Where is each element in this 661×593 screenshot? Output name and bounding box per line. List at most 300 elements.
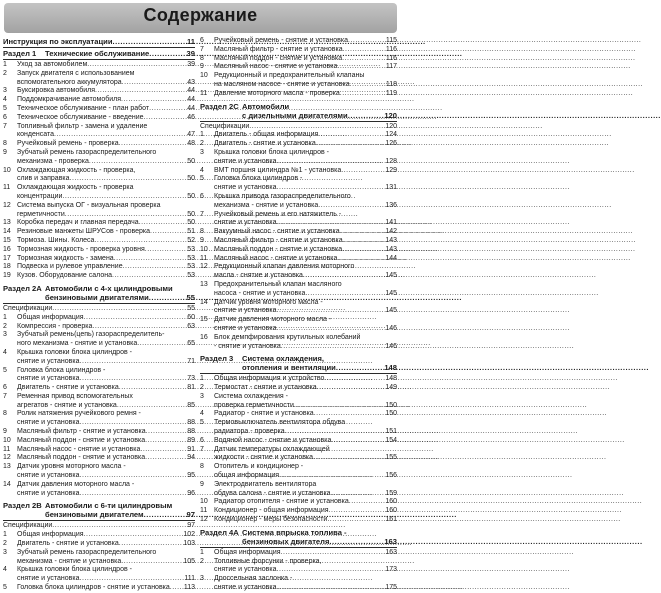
toc-entry[interactable] xyxy=(200,446,397,455)
toc-entry-continued[interactable] xyxy=(200,428,397,437)
entry-title: Общая информация xyxy=(17,531,84,539)
page-number: 91 xyxy=(187,445,195,453)
leader-dots xyxy=(327,516,384,525)
page-number: 103 xyxy=(183,540,195,548)
page-number: 50 xyxy=(187,210,195,218)
section-title: Автомобили xyxy=(242,101,290,111)
leader-dots xyxy=(62,193,186,202)
page-number: 73 xyxy=(187,375,195,383)
toc-section-heading[interactable] xyxy=(200,528,397,537)
entry-number: 7 xyxy=(3,122,7,130)
toc-section-heading-continued[interactable] xyxy=(200,537,397,546)
toc-entry[interactable] xyxy=(3,272,195,281)
page-number: 129 xyxy=(385,166,397,174)
toc-entry[interactable] xyxy=(200,228,397,237)
section-label: Раздел 1 xyxy=(3,49,37,58)
entry-title: обдува салона - снятие и установка xyxy=(214,489,331,497)
entry-number: 15 xyxy=(200,316,208,324)
toc-entry[interactable] xyxy=(3,531,195,540)
toc-entry[interactable] xyxy=(3,463,195,472)
toc-entry[interactable] xyxy=(200,498,397,507)
leader-dots xyxy=(340,228,385,237)
toc-entry-continued[interactable] xyxy=(200,402,397,411)
entry-number: 8 xyxy=(3,140,7,148)
toc-entry[interactable] xyxy=(200,410,397,419)
entry-title: Ременная привод вспомогательных xyxy=(17,392,133,400)
leader-dots xyxy=(340,90,385,99)
entry-title: Двигатель - снятие и установка xyxy=(214,140,316,148)
entry-title: - снятие и установка xyxy=(214,342,281,350)
page-number: 141 xyxy=(385,219,397,227)
leader-dots xyxy=(144,510,186,519)
entry-number: 5 xyxy=(200,419,204,427)
toc-entry[interactable] xyxy=(3,96,195,105)
entry-number: 6 xyxy=(3,384,7,392)
page-number: 148 xyxy=(384,363,397,373)
page-number: 150 xyxy=(385,410,397,418)
entry-number: 5 xyxy=(3,366,7,374)
entry-title: Кузов. Оборудование салона xyxy=(17,272,112,280)
page-number: 95 xyxy=(187,472,195,480)
entry-number: 17 xyxy=(3,254,11,262)
leader-dots xyxy=(336,363,383,372)
page-number: 60 xyxy=(187,313,195,321)
entry-title: Термостат - снятие и установка xyxy=(214,384,317,392)
toc-entry[interactable] xyxy=(200,263,397,272)
toc-entry-continued[interactable] xyxy=(200,219,397,228)
toc-entry[interactable] xyxy=(200,175,397,184)
entry-title: снятие и установка xyxy=(17,357,80,365)
entry-number: 16 xyxy=(200,333,208,341)
toc-entry[interactable] xyxy=(3,349,195,358)
toc-entry[interactable] xyxy=(3,566,195,575)
toc-section-heading-continued[interactable] xyxy=(3,293,195,302)
entry-title: Масляный поддон - снятие и установка xyxy=(214,54,343,62)
toc-entry-continued[interactable] xyxy=(3,175,195,184)
toc-entry[interactable] xyxy=(200,37,397,46)
toc-entry[interactable] xyxy=(3,454,195,463)
toc-entry[interactable] xyxy=(3,61,195,70)
page-number: 145 xyxy=(385,307,397,315)
page-number: 111 xyxy=(184,575,195,583)
entry-number: 7 xyxy=(200,445,204,453)
toc-entry[interactable] xyxy=(200,72,397,81)
entry-title: Коробка передач и главная передача xyxy=(17,219,139,227)
section-divider xyxy=(3,303,195,304)
toc-entry-continued[interactable] xyxy=(200,454,397,463)
toc-entry[interactable] xyxy=(3,437,195,446)
leader-dots xyxy=(144,114,187,123)
toc-section-heading-continued[interactable] xyxy=(3,510,195,519)
leader-dots xyxy=(140,446,186,455)
leader-dots xyxy=(84,531,183,540)
entry-title: на масляном насосе - снятие и установка xyxy=(214,80,350,88)
entry-number: 14 xyxy=(200,298,208,306)
page-number: 39 xyxy=(186,49,195,58)
entry-title: снятие и установка xyxy=(17,472,80,480)
toc-entry-continued[interactable] xyxy=(3,358,195,367)
section-title: бензиновыми двигателем xyxy=(45,510,144,520)
section-label: Раздел 2А xyxy=(3,283,42,293)
toc-entry[interactable] xyxy=(200,246,397,255)
leader-dots xyxy=(277,184,385,193)
toc-entry-continued[interactable] xyxy=(200,490,397,499)
toc-section-heading[interactable] xyxy=(200,102,397,111)
toc-entry[interactable] xyxy=(3,540,195,549)
toc-entry-continued[interactable] xyxy=(200,290,397,299)
page-number: 136 xyxy=(385,201,397,209)
toc-right-column xyxy=(200,37,397,593)
page-number: 71 xyxy=(187,357,195,365)
toc-entry[interactable] xyxy=(3,228,195,237)
page-number: 63 xyxy=(187,322,195,330)
toc-entry[interactable] xyxy=(200,193,397,202)
toc-entry[interactable] xyxy=(200,90,397,99)
toc-entry[interactable] xyxy=(3,305,195,314)
leader-dots xyxy=(277,566,385,575)
entry-number: 9 xyxy=(3,148,7,156)
toc-entry[interactable] xyxy=(3,184,195,193)
toc-entry[interactable] xyxy=(200,507,397,516)
entry-title: Масляный фильтр - снятие и установка xyxy=(17,428,146,436)
toc-entry[interactable] xyxy=(200,334,397,343)
toc-entry[interactable] xyxy=(200,211,397,220)
entry-number: 11 xyxy=(200,254,208,262)
leader-dots xyxy=(343,46,385,55)
toc-entry-continued[interactable] xyxy=(200,307,397,316)
leader-dots xyxy=(305,290,384,299)
page-number: 53 xyxy=(187,263,195,271)
toc-entry-continued[interactable] xyxy=(200,202,397,211)
toc-entry[interactable] xyxy=(200,281,397,290)
entry-title: ного механизма - снятие и установка xyxy=(17,340,138,348)
leader-dots xyxy=(337,255,384,264)
toc-entry-continued[interactable] xyxy=(3,575,195,584)
page-number: 146 xyxy=(385,342,397,350)
entry-title: Масляный поддон - снятие и установка xyxy=(214,245,343,253)
toc-entry[interactable] xyxy=(200,393,397,402)
toc-entry-continued[interactable] xyxy=(3,490,195,499)
leader-dots xyxy=(277,325,385,334)
entry-number: 1 xyxy=(3,313,7,321)
entry-title: вспомогательного аккумулятора xyxy=(17,78,122,86)
toc-entry[interactable] xyxy=(3,384,195,393)
page-number: 175 xyxy=(385,584,397,592)
toc-entry[interactable] xyxy=(200,437,397,446)
entry-number: 14 xyxy=(3,480,11,488)
toc-entry[interactable] xyxy=(3,114,195,123)
page-number: 120 xyxy=(385,122,397,130)
section-title: с дизельными двигателями xyxy=(242,110,348,120)
entry-title: Датчик уровня моторного масла - xyxy=(17,463,126,471)
leader-dots xyxy=(277,307,385,316)
page-number: 117 xyxy=(385,63,397,71)
entry-title: Охлаждающая жидкость - проверка xyxy=(17,184,134,192)
section-title: бензиновыми двигателями xyxy=(45,292,149,302)
entry-number: 3 xyxy=(200,392,204,400)
entry-number: 1 xyxy=(3,531,7,539)
entry-title: Охлаждающая жидкость - проверка, xyxy=(17,166,136,174)
entry-title: Масляный насос - снятие и установка xyxy=(214,63,338,71)
entry-title: Спецификации xyxy=(200,122,250,130)
toc-entry[interactable] xyxy=(200,149,397,158)
leader-dots xyxy=(277,158,385,167)
entry-title: Общая информация и устройство xyxy=(214,375,325,383)
toc-entry-continued[interactable] xyxy=(3,375,195,384)
entry-title: Зубчатый ремень газораспределительного xyxy=(17,548,157,556)
toc-entry[interactable] xyxy=(3,167,195,176)
entry-title: Спецификации xyxy=(3,304,53,312)
entry-number: 4 xyxy=(3,348,7,356)
entry-number: 13 xyxy=(200,280,208,288)
entry-number: 13 xyxy=(3,463,11,471)
toc-entry[interactable] xyxy=(200,419,397,428)
entry-title: радиатора - проверка xyxy=(214,428,285,436)
section-title: бензиновых двигателя xyxy=(242,536,330,546)
toc-entry-continued[interactable] xyxy=(3,419,195,428)
toc-entry[interactable] xyxy=(3,331,195,340)
toc-entry[interactable] xyxy=(3,105,195,114)
entry-number: 10 xyxy=(200,498,208,506)
entry-title: герметичности xyxy=(17,210,65,218)
leader-dots xyxy=(119,140,187,149)
toc-entry[interactable] xyxy=(200,63,397,72)
leader-dots xyxy=(119,540,183,549)
entry-number: 2 xyxy=(200,557,204,565)
toc-entry-continued[interactable] xyxy=(200,184,397,193)
section-divider xyxy=(3,47,195,48)
leader-dots xyxy=(149,105,186,114)
toc-entry-continued[interactable] xyxy=(200,343,397,352)
toc-entry[interactable] xyxy=(200,384,397,393)
entry-title: Общая информация xyxy=(214,548,281,556)
leader-dots xyxy=(80,472,187,481)
entry-title: масла - снятие и установка xyxy=(214,272,303,280)
page-number: 44 xyxy=(187,96,195,104)
entry-title: Датчик температуры охлаждающей xyxy=(214,445,330,453)
toc-section-heading-continued[interactable] xyxy=(200,363,397,372)
entry-number: 2 xyxy=(3,69,7,77)
page-number: 119 xyxy=(385,89,397,97)
leader-dots xyxy=(337,63,384,72)
toc-entry[interactable] xyxy=(200,237,397,246)
leader-dots xyxy=(279,472,384,481)
entry-number: 3 xyxy=(200,575,204,583)
entry-title: Топливный фильтр - замена и удаление xyxy=(17,122,148,130)
toc-entry[interactable] xyxy=(3,323,195,332)
leader-dots xyxy=(52,305,186,314)
toc-entry-continued[interactable] xyxy=(3,193,195,202)
page-number: 51 xyxy=(187,228,195,236)
toc-entry[interactable] xyxy=(3,549,195,558)
entry-title: снятие и установка xyxy=(214,307,277,315)
leader-dots xyxy=(80,375,187,384)
page-number: 146 xyxy=(385,324,397,332)
toc-entry[interactable] xyxy=(200,463,397,472)
entry-title: Техническое обслуживание - введение xyxy=(17,113,144,121)
leader-dots xyxy=(348,37,385,46)
toc-entry[interactable] xyxy=(3,428,195,437)
leader-dots xyxy=(80,358,187,367)
leader-dots xyxy=(277,584,385,593)
toc-entry[interactable] xyxy=(3,237,195,246)
toc-entry[interactable] xyxy=(3,123,195,132)
entry-number: 13 xyxy=(3,219,11,227)
toc-entry-continued[interactable] xyxy=(200,566,397,575)
leader-dots xyxy=(92,323,186,332)
leader-dots xyxy=(80,575,184,584)
toc-entry[interactable] xyxy=(3,70,195,79)
leader-dots xyxy=(324,375,384,384)
toc-entry[interactable] xyxy=(200,481,397,490)
leader-dots xyxy=(54,131,186,140)
leader-dots xyxy=(343,237,385,246)
entry-title: Давление моторного масла - проверка xyxy=(214,89,340,97)
entry-number: 12 xyxy=(200,516,208,524)
page-number: 50 xyxy=(187,192,195,200)
entry-number: 3 xyxy=(3,87,7,95)
toc-entry-continued[interactable] xyxy=(200,325,397,334)
entry-number: 11 xyxy=(200,507,208,515)
entry-number: 11 xyxy=(3,445,11,453)
toc-entry[interactable] xyxy=(3,255,195,264)
entry-title: Крышка головки блока цилиндров - xyxy=(214,148,329,156)
toc-entry-continued[interactable] xyxy=(200,158,397,167)
entry-number: 4 xyxy=(200,166,204,174)
entry-number: 11 xyxy=(200,89,208,97)
entry-number: 1 xyxy=(200,548,204,556)
toc-entry[interactable] xyxy=(200,46,397,55)
entry-title: ВМТ поршня цилиндра №1 - установка xyxy=(214,166,342,174)
section-label: Раздел 2С xyxy=(200,101,239,111)
toc-section-heading[interactable] xyxy=(3,501,195,510)
toc-section-heading-continued[interactable] xyxy=(200,111,397,120)
entry-number: 5 xyxy=(3,104,7,112)
toc-entry-continued[interactable] xyxy=(3,472,195,481)
page-number: 116 xyxy=(385,45,397,53)
entry-title: Двигатель - общая информация xyxy=(214,131,319,139)
page-number: 102 xyxy=(183,531,195,539)
toc-entry[interactable] xyxy=(200,575,397,584)
toc-entry-continued[interactable] xyxy=(200,81,397,90)
entry-title: проверка герметичности xyxy=(214,401,294,409)
toc-entry[interactable] xyxy=(3,367,195,376)
toc-entry[interactable] xyxy=(3,522,195,531)
toc-entry[interactable] xyxy=(3,246,195,255)
page-number: 44 xyxy=(187,87,195,95)
toc-entry[interactable] xyxy=(200,299,397,308)
toc-entry[interactable] xyxy=(3,263,195,272)
entry-title: снятие и установка xyxy=(214,157,277,165)
toc-entry[interactable] xyxy=(3,219,195,228)
toc-entry-continued[interactable] xyxy=(3,131,195,140)
entry-title: Крышка головки блока цилиндров - xyxy=(17,348,132,356)
entry-title: Подвеска и рулевое управление xyxy=(17,263,123,271)
toc-entry[interactable] xyxy=(200,140,397,149)
toc-entry[interactable] xyxy=(200,375,397,384)
toc-section-heading[interactable] xyxy=(3,49,195,58)
leader-dots xyxy=(87,61,186,70)
page-number: 89 xyxy=(187,436,195,444)
page-number: 142 xyxy=(385,228,397,236)
toc-entry[interactable] xyxy=(3,314,195,323)
leader-dots xyxy=(313,454,384,463)
leader-dots xyxy=(318,131,384,140)
toc-entry[interactable] xyxy=(3,149,195,158)
toc-entry-continued[interactable] xyxy=(200,472,397,481)
section-title: Автомобили с 6-ти цилиндровым xyxy=(45,501,173,511)
toc-entry[interactable] xyxy=(3,410,195,419)
toc-entry[interactable] xyxy=(200,131,397,140)
page-number: 50 xyxy=(187,175,195,183)
section-title: Инструкция по эксплуатации xyxy=(3,37,113,46)
toc-entry-continued[interactable] xyxy=(3,158,195,167)
leader-dots xyxy=(329,537,383,546)
entry-number: 2 xyxy=(200,140,204,148)
entry-title: Ручейковый ремень - проверка xyxy=(17,140,119,148)
toc-entry[interactable] xyxy=(200,549,397,558)
entry-title: Ролик натяжения ручейкового ремня - xyxy=(17,410,141,418)
page-number: 39 xyxy=(187,61,195,68)
entry-title: Блок демпфирования крутильных колебаний xyxy=(214,333,361,341)
page-number: 47 xyxy=(187,131,195,139)
entry-number: 4 xyxy=(200,410,204,418)
entry-title: снятие и установка xyxy=(214,184,277,192)
toc-entry[interactable] xyxy=(3,87,195,96)
toc-entry[interactable] xyxy=(3,481,195,490)
toc-entry[interactable] xyxy=(200,516,397,525)
entry-title: слив и заправка xyxy=(17,175,70,183)
toc-entry[interactable] xyxy=(200,316,397,325)
entry-number: 6 xyxy=(200,192,204,200)
entry-title: Масляный поддон - снятие и установка xyxy=(17,436,146,444)
entry-number: 8 xyxy=(200,228,204,236)
toc-entry[interactable] xyxy=(3,393,195,402)
toc-entry[interactable] xyxy=(200,255,397,264)
toc-section-heading[interactable] xyxy=(3,37,195,46)
toc-section-heading[interactable] xyxy=(200,354,397,363)
leader-dots xyxy=(122,79,187,88)
toc-entry[interactable] xyxy=(3,202,195,211)
entry-title: снятие и установка xyxy=(17,489,80,497)
toc-section-heading[interactable] xyxy=(3,284,195,293)
entry-title: Крышка головки блока цилиндров - xyxy=(17,566,132,574)
page-number: 155 xyxy=(385,454,397,462)
entry-title: Масляный поддон - снятие и установка xyxy=(17,454,146,462)
leader-dots xyxy=(70,175,187,184)
toc-entry-continued[interactable] xyxy=(200,584,397,593)
entry-number: 2 xyxy=(3,540,7,548)
leader-dots xyxy=(318,202,384,211)
page-number: 151 xyxy=(385,428,397,436)
entry-number: 12 xyxy=(3,454,11,462)
entry-number: 6 xyxy=(3,113,7,121)
entry-title: Электродвигатель вентилятора xyxy=(214,480,317,488)
leader-dots xyxy=(84,314,187,323)
leader-dots xyxy=(114,255,187,264)
toc-entry[interactable] xyxy=(200,558,397,567)
toc-entry-continued[interactable] xyxy=(200,272,397,281)
toc-entry[interactable] xyxy=(3,140,195,149)
page-number: 160 xyxy=(385,498,397,506)
page-number: 55 xyxy=(187,304,195,312)
toc-entry-continued[interactable] xyxy=(3,340,195,349)
toc-entry[interactable] xyxy=(3,584,195,593)
page-number: 88 xyxy=(187,428,195,436)
entry-number: 4 xyxy=(3,566,7,574)
entry-title: Масляный фильтр - снятие и установка xyxy=(214,236,343,244)
entry-title: Резиновые манжеты ШРУСов - проверка xyxy=(17,228,151,236)
